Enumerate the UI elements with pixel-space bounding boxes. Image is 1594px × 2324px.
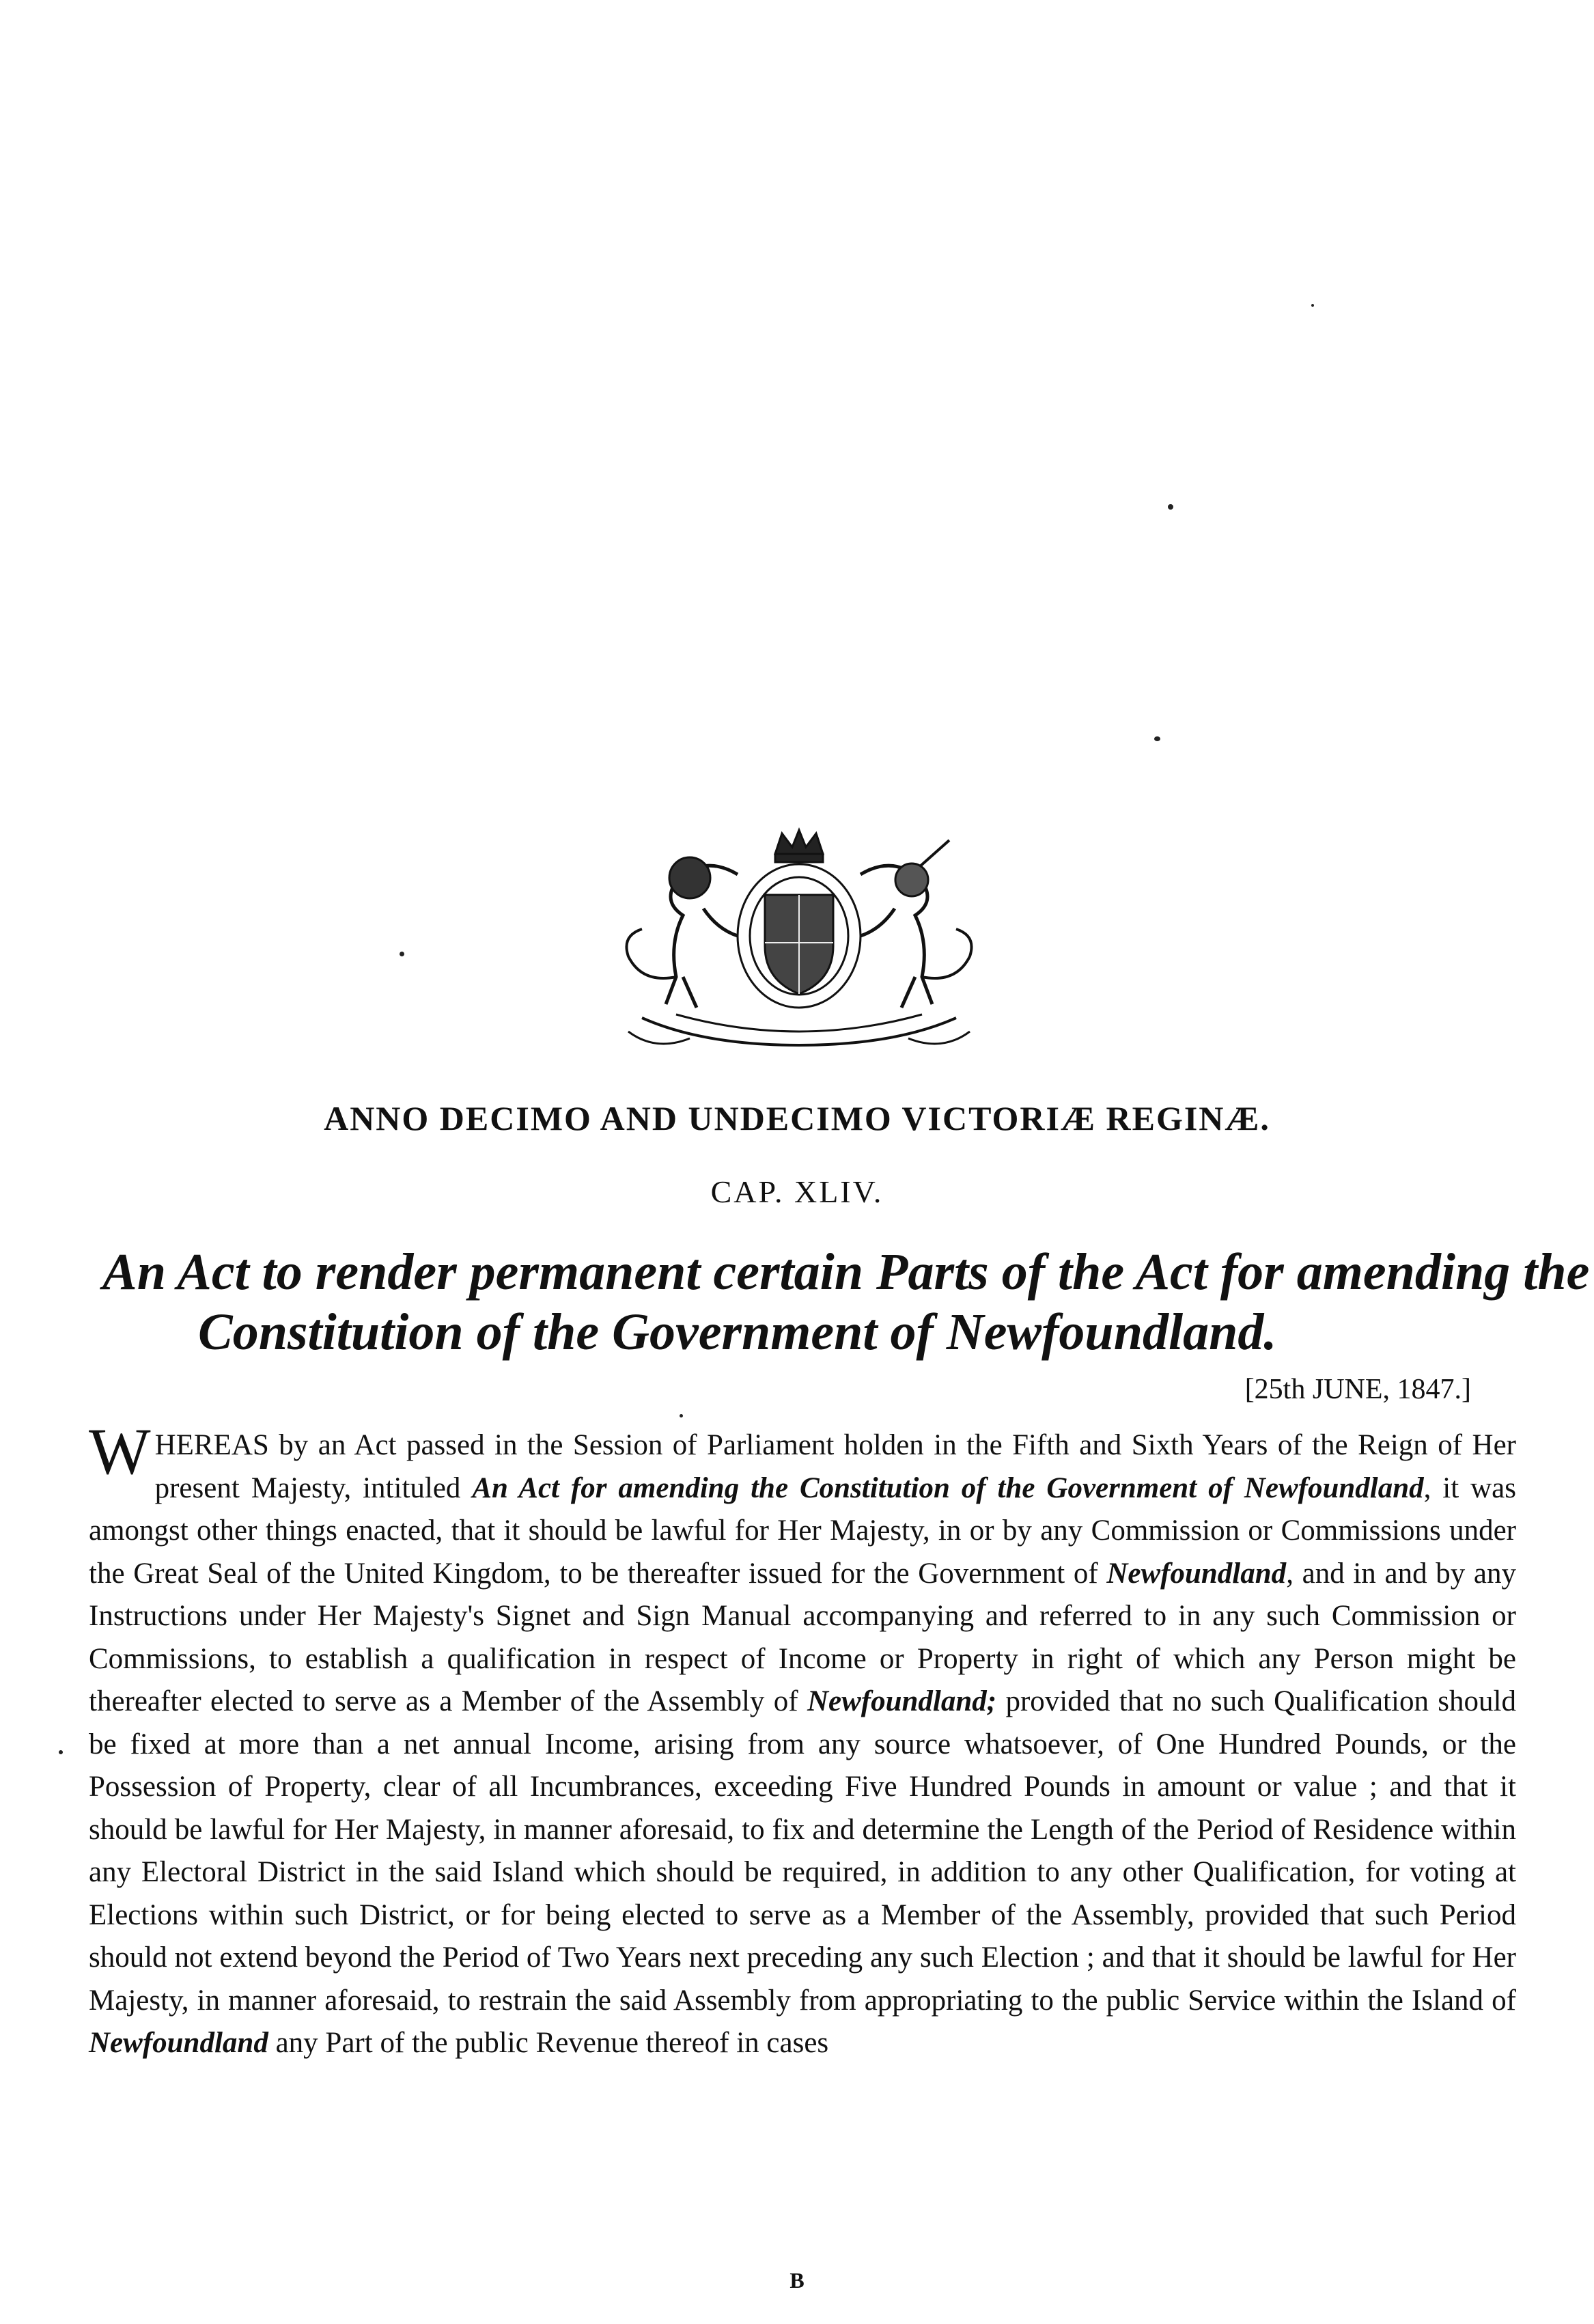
- act-reference: An Act for amending the Constitution of the Government of Newfoundland: [472, 1471, 1424, 1504]
- preamble-text: , it was amongst other things enacted, that it should be lawful for Her Majesty, in or by any Commission or Commissions under the Great Seal of the United Kingdom, to be thereafter issued for the Government of: [89, 1471, 1516, 1590]
- regnal-year-heading: ANNO DECIMO AND UNDECIMO VICTORIÆ REGINÆ.: [324, 1099, 1270, 1137]
- preamble-text: , and in and by any Instructions under Her Majesty's Signet and Sign Manual accompanying and referred to in any such Commission or Commissions, to establish a qualification in respect of Income or Property in right of which any Person might be thereafter elected to serve as a Member of the Assembly of: [89, 1557, 1516, 1717]
- preamble-text: provided that no such Qualification should be fixed at more than a net annual Income, arising from any source whatsoever, of One Hundred Pounds, or the Possession of Property, clear of all Incumbrances, exceeding Five Hundred Pounds in amount or value ; and that it should be lawful for Her Majesty, in manner aforesaid, to fix and determine the Length of the Period of Residence within any Electoral District in the said Island which should be required, in addition to any other Qualification, for voting at Elections within such District, or for being elected to serve as a Member of the Assembly, provided that such Period should not extend beyond the Period of Two Years next preceding any such Election ; and that it should be lawful for Her Majesty, in manner aforesaid, to restrain the said Assembly from appropriating to the public Service within the Island of: [89, 1685, 1516, 2017]
- royal-coat-of-arms-image: [601, 827, 997, 1059]
- place-name: Newfoundland: [1106, 1557, 1287, 1590]
- print-speck: [59, 1750, 63, 1754]
- assent-date: [25th JUNE, 1847.]: [1244, 1374, 1471, 1405]
- signature-mark: B: [789, 2268, 805, 2293]
- print-speck: [400, 952, 404, 956]
- chapter-number: CAP. XLIV.: [710, 1174, 884, 1209]
- preamble-text: HEREAS by an Act passed in the Session of Parliament holden in the Fifth and Sixth Years of the Reign of Her present Majesty, intituled: [154, 1429, 1516, 1504]
- preamble-text: any Part of the public Revenue thereof in cases: [268, 2027, 829, 2059]
- act-title: An Act to render permanent certain Parts of the Act for amending the Constitution of the Government of Newfoundland.: [102, 1243, 1590, 1361]
- place-name: Newfoundland: [89, 2027, 268, 2059]
- place-name: Newfoundland;: [807, 1685, 997, 1717]
- print-speck: [1154, 736, 1160, 741]
- preamble-paragraph: [89, 1415, 1516, 2065]
- print-speck: [1311, 304, 1314, 307]
- print-speck: [1168, 504, 1173, 510]
- print-speck: [680, 1414, 683, 1417]
- drop-cap-letter: W: [89, 1415, 151, 1488]
